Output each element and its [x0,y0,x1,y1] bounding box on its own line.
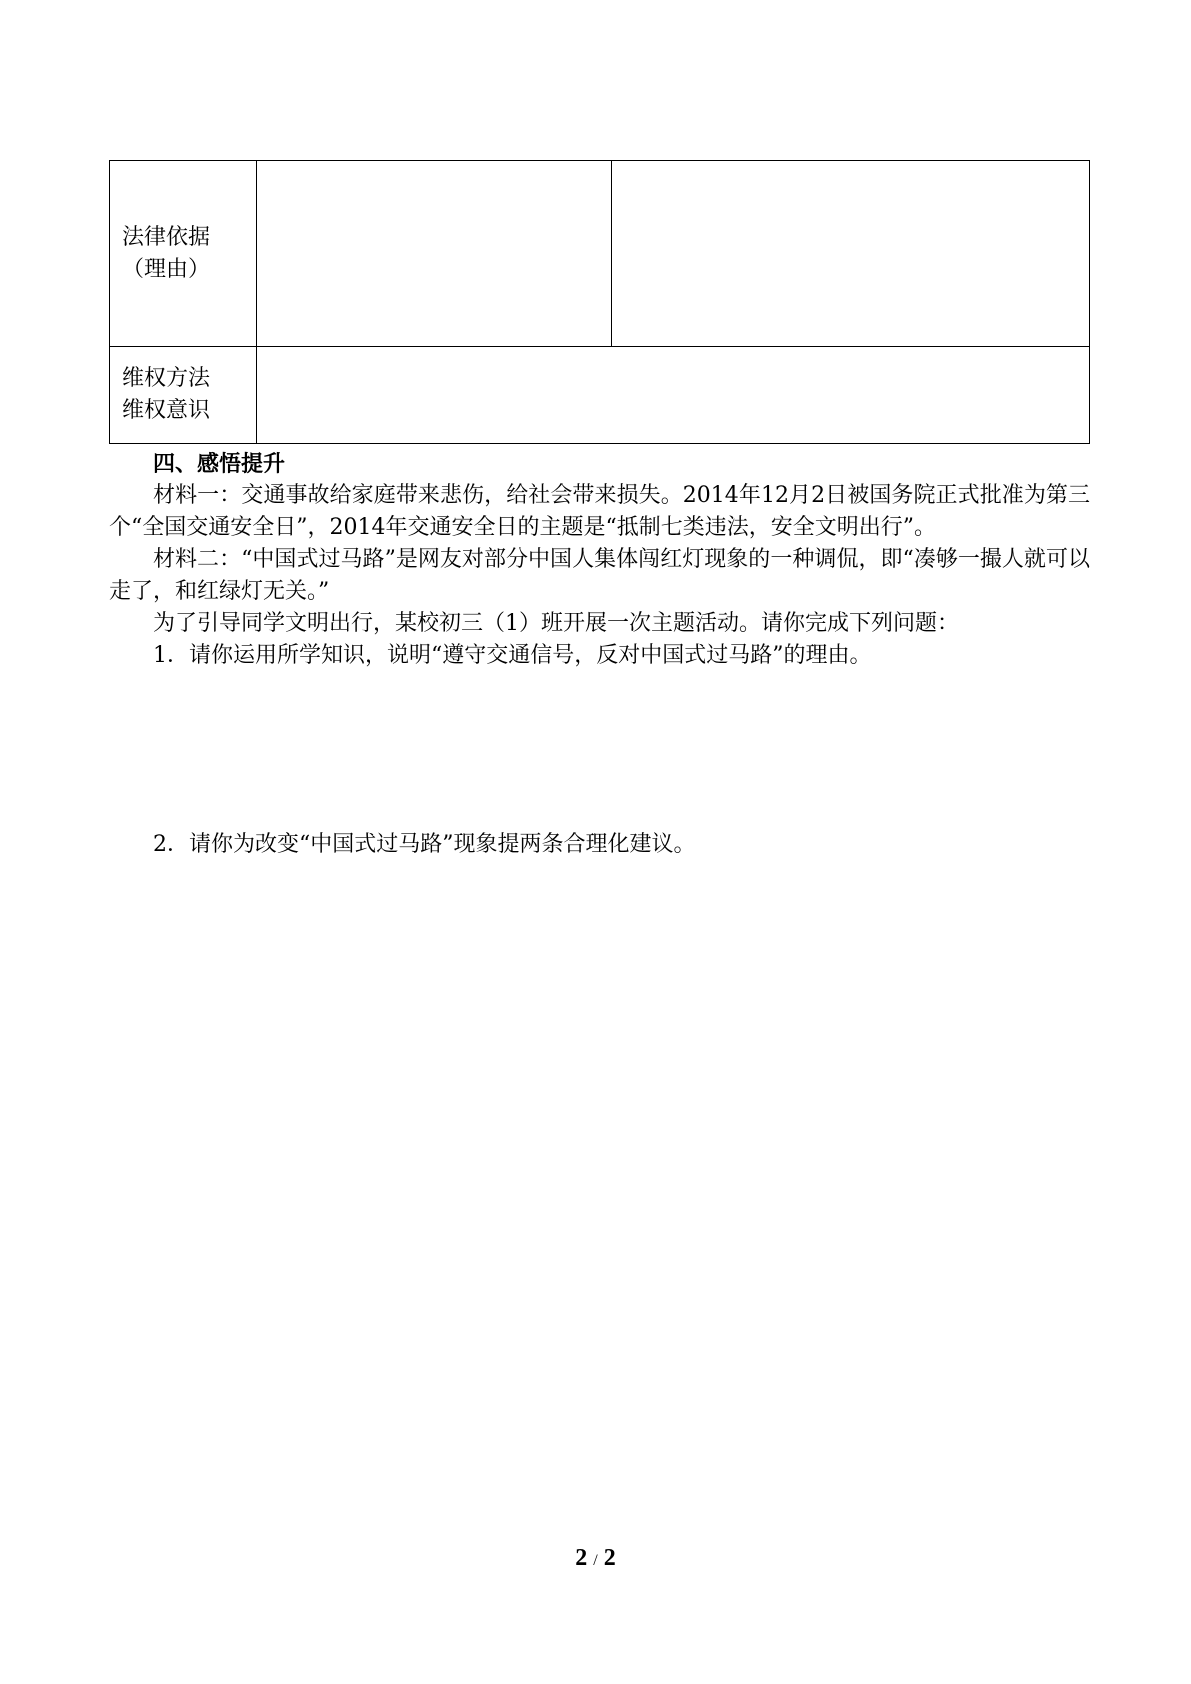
legal-basis-answer-cell-1[interactable] [257,161,612,347]
material-two: 材料二：“中国式过马路”是网友对部分中国人集体闯红灯现象的一种调侃，即“凑够一撮人就可以走了，和红绿灯无关。” [109,547,1090,604]
table-row-rights [110,347,1090,444]
legal-basis-label-cell [110,161,257,347]
material-one: 材料一：交通事故给家庭带来悲伤，给社会带来损失。2014年12月2日被国务院正式批准为第三个“全国交通安全日”，2014年交通安全日的主题是“抵制七类违法，安全文明出行”。 [109,483,1090,540]
rights-answer-cell[interactable] [257,347,1090,444]
answer-table [109,160,1090,444]
legal-basis-answer-cell-2[interactable] [612,161,1090,347]
page-total: 2 [603,1545,616,1571]
reason-label: （理由） [122,256,211,282]
rights-label-cell [110,347,257,444]
rights-awareness-label: 维权意识 [122,398,211,423]
page-current: 2 [575,1545,588,1571]
question-one: 1．请你运用所学知识，说明“遵守交通信号，反对中国式过马路”的理由。 [153,643,872,668]
page-separator: / [593,1552,598,1569]
section-heading: 四、感悟提升 [153,451,286,477]
page-number [0,1545,1191,1572]
rights-method-label: 维权方法 [122,366,211,391]
section-content [109,448,1090,672]
question-two: 2．请你为改变“中国式过马路”现象提两条合理化建议。 [153,832,696,857]
legal-basis-label: 法律依据 [122,224,211,250]
table-row-legal-basis [110,161,1090,347]
activity-intro: 为了引导同学文明出行，某校初三（1）班开展一次主题活动。请你完成下列问题： [153,611,959,636]
